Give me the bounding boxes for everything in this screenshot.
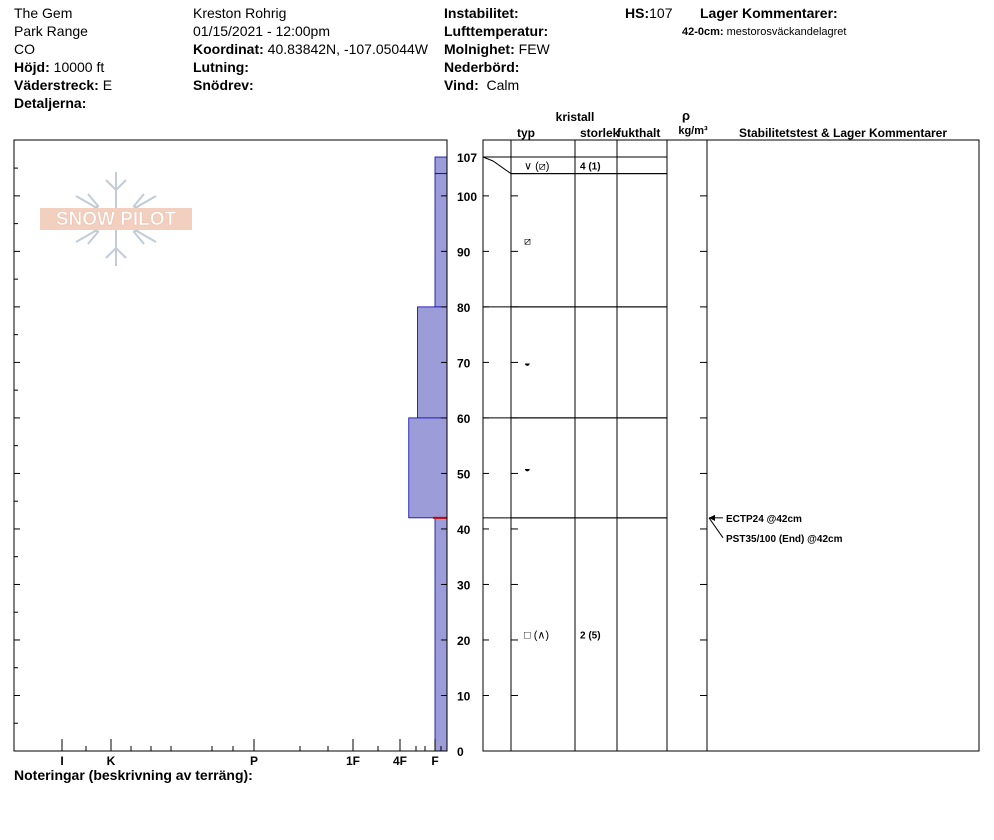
hardness-tick-label: F	[431, 754, 439, 768]
state-name: CO	[14, 41, 35, 57]
layer-connector	[483, 157, 511, 174]
hardness-tick-label: 1F	[345, 754, 361, 768]
depth-tick-label: 107	[457, 151, 478, 165]
depth-tick-label: 0	[457, 745, 464, 759]
hardness-tick-label: P	[249, 754, 259, 768]
logo-text: SNOW PILOT	[55, 209, 177, 230]
col-crystal: kristall	[555, 110, 595, 124]
hardness-frame	[14, 140, 447, 751]
datetime: 01/15/2021 - 12:00pm	[193, 23, 330, 39]
elevation-value: 10000 ft	[53, 59, 105, 75]
depth-tick-label: 90	[457, 245, 471, 260]
grain-type: ◒	[524, 462, 531, 475]
col-moisture: fukthalt	[617, 126, 661, 140]
depth-tick-label: 20	[457, 633, 471, 648]
hardness-tick-label: I	[60, 754, 64, 768]
details-label: Detaljerna:	[14, 95, 87, 111]
depth-tick-label: 100	[457, 189, 478, 204]
col-size: storlek	[580, 126, 620, 140]
depth-tick-label: 50	[457, 467, 471, 482]
stability-test-label: PST35/100 (End) @42cm	[726, 533, 843, 545]
grain-type: ⧄	[524, 235, 531, 248]
grain-table	[483, 108, 979, 751]
col-type: typ	[517, 126, 535, 140]
hs-label: HS:	[625, 5, 650, 21]
instability-label: Instabilitet:	[444, 5, 519, 21]
elevation-label: Höjd:	[14, 59, 50, 75]
range-name: Park Range	[14, 23, 88, 39]
grain-type: ∨ (⧄)	[524, 160, 550, 173]
grain-size: 4 (1)	[580, 161, 601, 173]
wind-label: Vind:	[444, 77, 479, 93]
stability-tests	[709, 514, 843, 545]
precip-label: Nederbörd:	[444, 59, 520, 75]
hardness-tick-label: K	[106, 754, 116, 768]
depth-tick-label: 10	[457, 689, 471, 704]
hardness-layer-3	[409, 418, 447, 518]
col-density-unit: kg/m³	[678, 125, 708, 137]
aspect-value: E	[102, 77, 113, 93]
drift-label: Snödrev:	[193, 77, 254, 93]
grain-type: □ (∧)	[524, 629, 550, 642]
layer-comment-depth: 42-0cm:	[682, 26, 724, 38]
grain-type: ◒	[524, 357, 531, 370]
stability-leader	[709, 518, 723, 538]
col-stability: Stabilitetstest & Lager Kommentarer	[738, 126, 948, 140]
grain-table-frame	[483, 140, 979, 751]
slope-label: Lutning:	[193, 59, 249, 75]
depth-tick-label: 30	[457, 578, 471, 593]
depth-tick-label: 60	[457, 411, 471, 426]
layer-comments-label: Lager Kommentarer:	[700, 5, 838, 21]
hardness-layer-0	[435, 157, 447, 174]
sky-label: Molnighet:	[444, 41, 515, 57]
hardness-tick-label: 4F	[392, 754, 408, 768]
depth-tick-label: 70	[457, 356, 471, 371]
hardness-layer-1	[435, 174, 447, 307]
aspect-label: Väderstreck:	[14, 77, 99, 93]
depth-tick-label: 80	[457, 300, 471, 315]
grain-size: 2 (5)	[580, 630, 601, 642]
location-name: The Gem	[14, 5, 73, 21]
stability-test-label: ECTP24 @42cm	[726, 513, 802, 525]
coord-value: 40.83842N, -107.05044W	[267, 41, 428, 57]
layer-comment-text: mestorosväckandelagret	[726, 26, 847, 38]
hardness-plot	[409, 157, 447, 751]
col-rho: ρ	[681, 108, 691, 123]
wind-value: Calm	[486, 77, 520, 93]
hardness-layer-4	[435, 518, 447, 751]
airtemp-label: Lufttemperatur:	[444, 23, 549, 39]
hardness-axes	[14, 140, 447, 768]
hs-value: 107	[649, 5, 673, 21]
coord-label: Koordinat:	[193, 41, 264, 57]
snowpilot-logo	[40, 172, 192, 266]
sky-value: FEW	[518, 41, 550, 57]
notes-label: Noteringar (beskrivning av terräng):	[14, 767, 253, 783]
observer: Kreston Rohrig	[193, 5, 287, 21]
depth-axis	[14, 151, 477, 759]
depth-tick-label: 40	[457, 522, 471, 537]
